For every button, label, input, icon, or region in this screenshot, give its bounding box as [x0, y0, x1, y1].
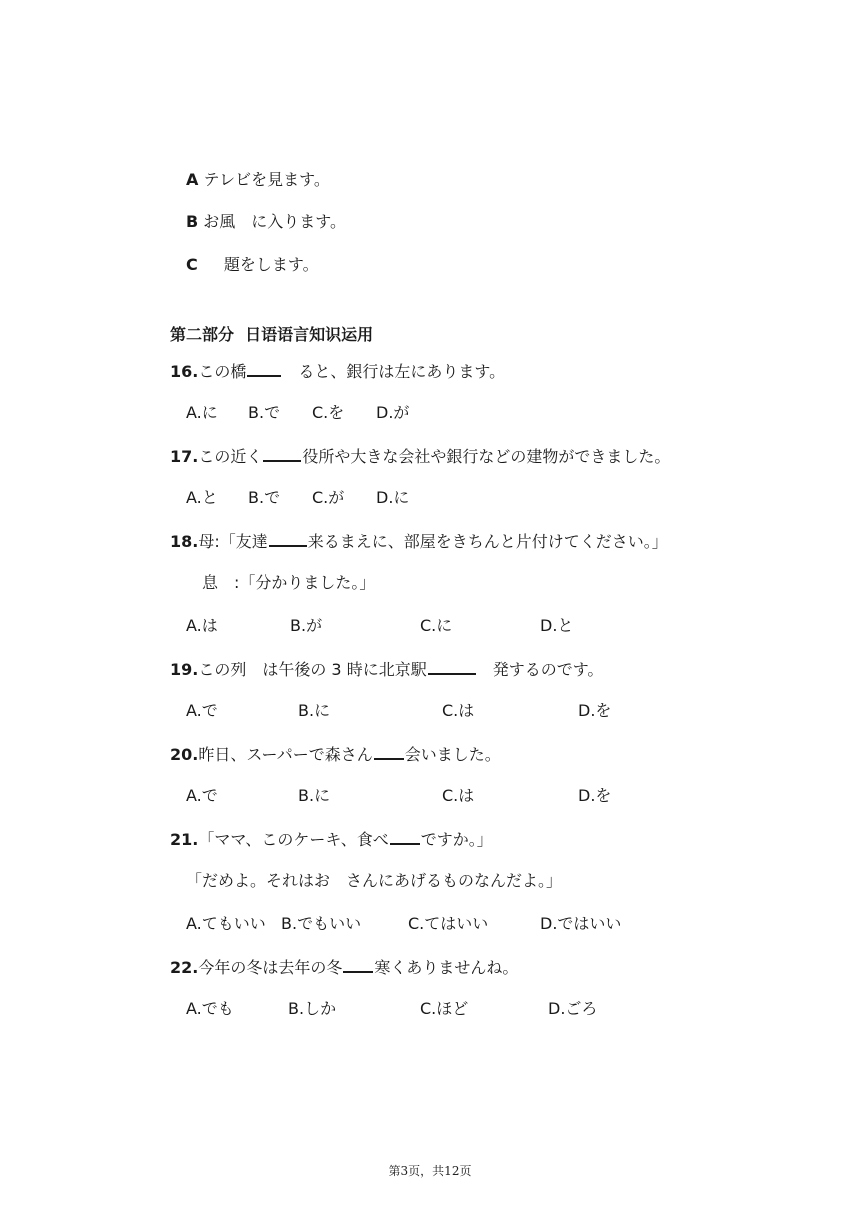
option-22-b: B.しか — [288, 999, 337, 1018]
option-17-d: D.に — [376, 488, 410, 507]
option-21-c: C.てはいい — [408, 914, 489, 933]
question-18: 18.母:「友達 来るまえに、部屋をきちんと片付けてください。」 — [170, 532, 668, 551]
question-21: 21.「ママ、このケーキ、食べ ですか。」 — [170, 830, 493, 849]
option-22-a: A.でも — [186, 999, 234, 1018]
option-16-b: B.で — [248, 403, 281, 422]
option-18-a: A.は — [186, 616, 218, 635]
option-21-a: A.てもいい — [186, 914, 266, 933]
option-17-c: C.が — [312, 488, 345, 507]
option-19-c: C.は — [442, 701, 475, 720]
prev-option-b: B お風 に入ります。 — [186, 212, 347, 231]
question-21-reply: 「だめよ。それはお さんにあげるものなんだよ。」 — [186, 871, 563, 890]
question-18-reply: 息 :「分かりました。」 — [202, 573, 376, 592]
option-17-a: A.と — [186, 488, 218, 507]
page-footer: 第3页，共12页 — [388, 1164, 472, 1178]
option-16-d: D.が — [376, 403, 410, 422]
question-20: 20.昨日、スーパーで森さん 会いました。 — [170, 745, 501, 764]
option-20-b: B.に — [298, 786, 331, 805]
answer-blank — [343, 957, 373, 973]
option-22-d: D.ごろ — [548, 999, 598, 1018]
answer-blank — [428, 659, 476, 675]
option-17-b: B.で — [248, 488, 281, 507]
answer-blank — [374, 744, 404, 760]
question-17: 17.この近く 役所や大きな会社や銀行などの建物ができました。 — [170, 447, 671, 466]
option-18-b: B.が — [290, 616, 323, 635]
question-22: 22.今年の冬は去年の冬 寒くありませんね。 — [170, 958, 519, 977]
answer-blank — [269, 531, 307, 547]
option-19-b: B.に — [298, 701, 331, 720]
option-19-d: D.を — [578, 701, 612, 720]
option-21-d: D.ではいい — [540, 914, 622, 933]
question-16: 16.この橋 ると、銀行は左にあります。 — [170, 362, 506, 381]
option-18-c: C.に — [420, 616, 453, 635]
prev-option-a: A テレビを見ます。 — [186, 170, 330, 189]
question-19: 19.この列 は午後の 3 時に北京駅 発するのです。 — [170, 660, 604, 679]
section-title: 第二部分 日语语言知识运用 — [170, 325, 374, 344]
option-18-d: D.と — [540, 616, 574, 635]
prev-option-c: C 題をします。 — [186, 255, 319, 274]
option-20-c: C.は — [442, 786, 475, 805]
option-22-c: C.ほど — [420, 999, 469, 1018]
option-19-a: A.で — [186, 701, 218, 720]
answer-blank — [263, 446, 301, 462]
option-16-c: C.を — [312, 403, 345, 422]
option-16-a: A.に — [186, 403, 218, 422]
answer-blank — [390, 829, 420, 845]
option-20-a: A.で — [186, 786, 218, 805]
option-20-d: D.を — [578, 786, 612, 805]
answer-blank — [247, 361, 281, 377]
option-21-b: B.でもいい — [281, 914, 362, 933]
